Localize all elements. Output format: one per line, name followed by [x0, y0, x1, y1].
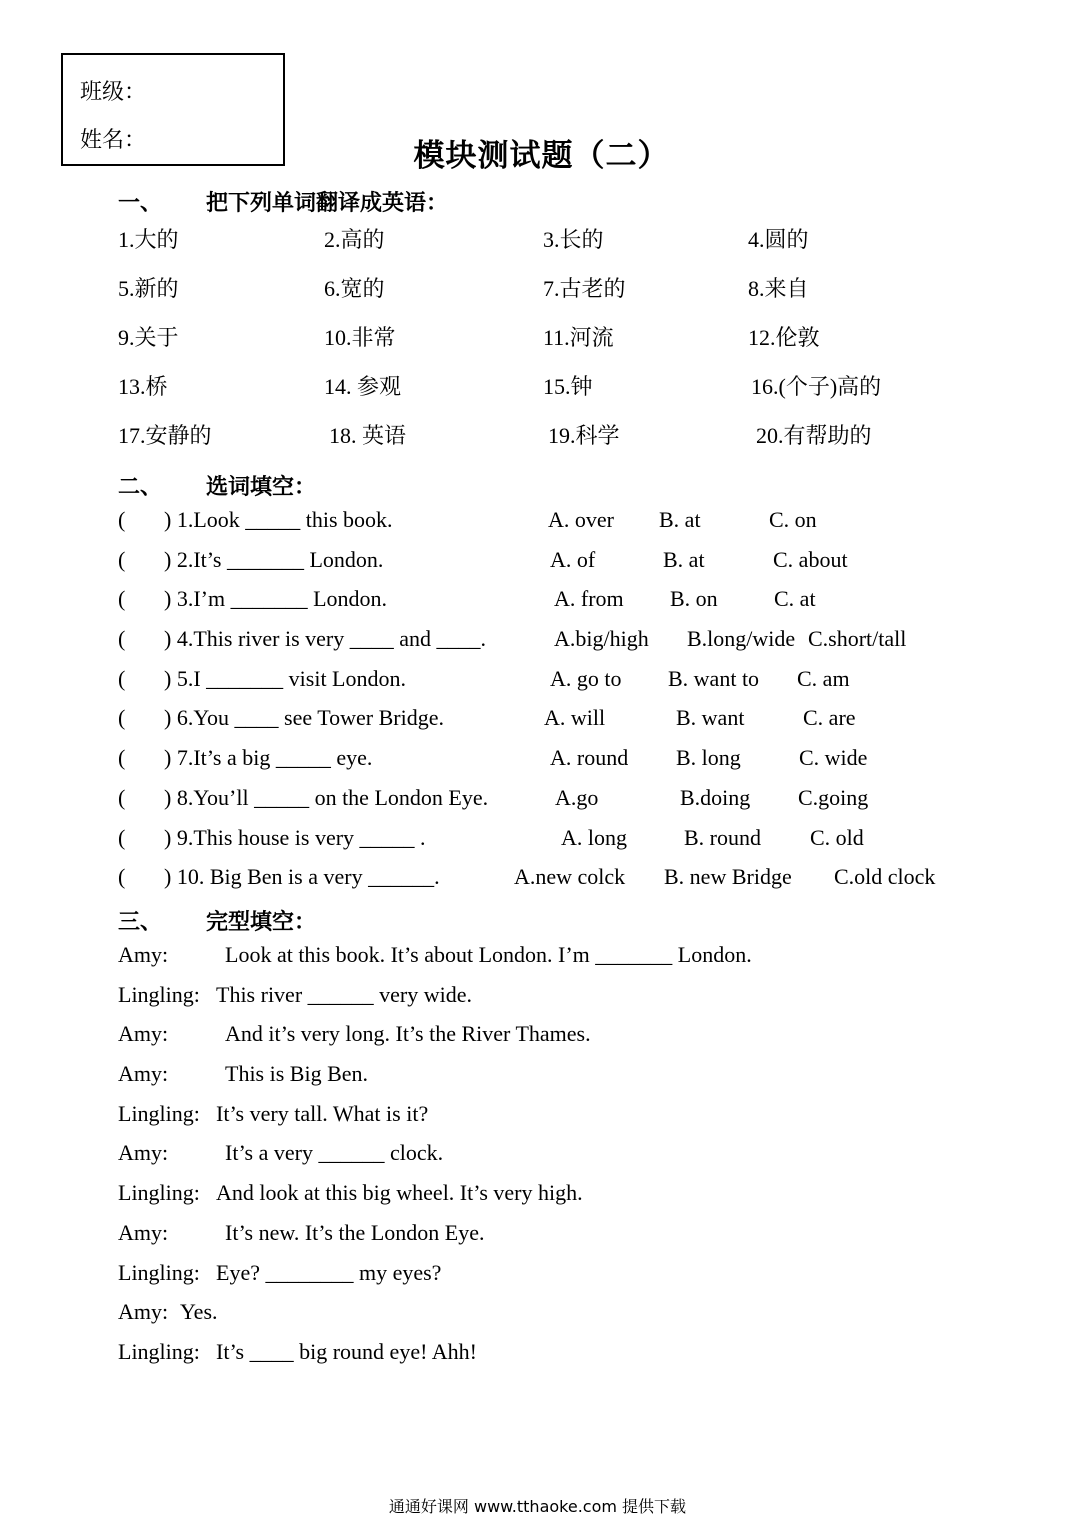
section-1-heading	[118, 186, 448, 217]
vocab-item: 19.科学	[548, 423, 620, 448]
option-a: A.new colck	[514, 864, 626, 890]
option-c: C.going	[798, 784, 869, 810]
answer-blank-paren: (	[118, 705, 126, 731]
dialogue-line	[118, 982, 978, 1022]
answer-blank-paren: (	[118, 665, 126, 691]
option-a: A. go to	[550, 665, 622, 691]
option-a: A.go	[555, 784, 599, 810]
dialogue-line	[118, 1220, 978, 1260]
dialogue-line	[118, 1061, 978, 1101]
dialogue-text: It’s a very ______ clock.	[225, 1140, 444, 1166]
name-label: 姓名：	[80, 127, 147, 152]
speaker-label: Amy:	[118, 1299, 169, 1325]
vocab-item: 14. 参观	[324, 374, 402, 399]
vocab-item: 2.高的	[324, 227, 385, 252]
question-text: ) 2.It’s _______ London.	[164, 546, 384, 572]
question-text: ) 8.You’ll _____ on the London Eye.	[164, 784, 489, 810]
option-a: A. over	[548, 507, 614, 532]
question-row	[118, 785, 978, 825]
vocab-list	[118, 223, 958, 468]
speaker-label: Amy:	[118, 1140, 169, 1166]
dialogue-line	[118, 1299, 978, 1339]
dialogue-line	[118, 942, 978, 982]
question-text: ) 7.It’s a big _____ eye.	[164, 745, 373, 771]
multiple-choice-list	[118, 507, 978, 904]
vocab-item: 10.非常	[324, 325, 396, 350]
vocab-item: 4.圆的	[748, 227, 809, 252]
question-text: ) 9.This house is very _____ .	[164, 824, 426, 850]
option-b: B. want to	[668, 665, 760, 691]
option-a: A. of	[550, 546, 596, 572]
option-c: C. about	[773, 546, 848, 572]
option-b: B. on	[670, 586, 718, 612]
option-b: B. at	[663, 546, 705, 572]
dialogue	[118, 942, 978, 1379]
answer-blank-paren: (	[118, 507, 126, 532]
section-3-heading	[118, 905, 316, 936]
option-c: C. on	[769, 507, 817, 532]
question-row	[118, 825, 978, 865]
option-a: A. will	[544, 705, 606, 731]
vocab-row	[118, 321, 958, 370]
option-c: C. old	[810, 824, 864, 850]
speaker-label: Amy:	[118, 1219, 169, 1245]
dialogue-text: This river ______ very wide.	[216, 981, 472, 1007]
option-b: B. at	[659, 507, 701, 532]
dialogue-line	[118, 1339, 978, 1379]
option-a: A. long	[561, 824, 627, 850]
question-text: ) 10. Big Ben is a very ______.	[164, 864, 440, 890]
dialogue-text: This is Big Ben.	[225, 1061, 369, 1087]
option-b: B. want	[676, 705, 745, 731]
option-b: B. round	[684, 824, 761, 850]
vocab-item: 12.伦敦	[748, 325, 820, 350]
footer-note: 通通好课网 www.tthaoke.com 提供下载	[388, 1497, 687, 1516]
vocab-item: 18. 英语	[329, 423, 407, 448]
question-row	[118, 507, 978, 547]
option-c: C. wide	[799, 745, 868, 771]
option-a: A. round	[550, 745, 629, 771]
answer-blank-paren: (	[118, 784, 126, 810]
vocab-row	[118, 272, 958, 321]
dialogue-text: It’s very tall. What is it?	[216, 1100, 429, 1126]
vocab-item: 8.来自	[748, 276, 809, 301]
speaker-label: Lingling:	[118, 1100, 200, 1126]
option-b: B.long/wide	[687, 626, 796, 652]
dialogue-line	[118, 1101, 978, 1141]
dialogue-text: It’s new. It’s the London Eye.	[225, 1219, 485, 1245]
option-c: C. at	[774, 586, 816, 612]
option-a: A. from	[554, 586, 624, 612]
dialogue-text: Eye? ________ my eyes?	[216, 1259, 442, 1285]
vocab-item: 11.河流	[543, 325, 614, 350]
vocab-item: 17.安静的	[118, 423, 212, 448]
question-text: ) 6.You ____ see Tower Bridge.	[164, 705, 444, 731]
speaker-label: Lingling:	[118, 981, 200, 1007]
option-b: B.doing	[680, 784, 751, 810]
answer-blank-paren: (	[118, 824, 126, 850]
section-1-title: 把下列单词翻译成英语：	[206, 190, 449, 215]
speaker-label: Lingling:	[118, 1259, 200, 1285]
vocab-item: 9.关于	[118, 325, 179, 350]
option-c: C. am	[797, 665, 850, 691]
option-c: C. are	[803, 705, 856, 731]
section-2-title: 选词填空：	[206, 474, 317, 499]
page-title: 模块测试题（二）	[413, 138, 670, 173]
question-row	[118, 864, 978, 904]
option-b: B. new Bridge	[664, 864, 792, 890]
option-c: C.old clock	[834, 864, 936, 890]
question-row	[118, 626, 978, 666]
vocab-item: 1.大的	[118, 227, 179, 252]
question-text: ) 4.This river is very ____ and ____.	[164, 626, 486, 652]
vocab-item: 13.桥	[118, 374, 168, 399]
dialogue-line	[118, 1180, 978, 1220]
vocab-row	[118, 419, 958, 468]
question-row	[118, 666, 978, 706]
speaker-label: Lingling:	[118, 1338, 200, 1364]
dialogue-text: It’s ____ big round eye! Ahh!	[216, 1338, 477, 1364]
answer-blank-paren: (	[118, 586, 126, 612]
speaker-label: Amy:	[118, 1061, 169, 1087]
speaker-label: Amy:	[118, 1021, 169, 1047]
question-text: ) 1.Look _____ this book.	[164, 507, 393, 532]
answer-blank-paren: (	[118, 864, 126, 890]
section-3-title: 完型填空：	[206, 909, 317, 934]
question-text: ) 5.I _______ visit London.	[164, 665, 406, 691]
question-row	[118, 586, 978, 626]
option-c: C.short/tall	[808, 626, 907, 652]
vocab-item: 5.新的	[118, 276, 179, 301]
option-a: A.big/high	[554, 626, 649, 652]
section-1-number: 一、	[118, 190, 163, 215]
question-row	[118, 547, 978, 587]
dialogue-text: Look at this book. It’s about London. I’m _______ London.	[225, 942, 752, 967]
answer-blank-paren: (	[118, 546, 126, 572]
question-text: ) 3.I’m _______ London.	[164, 586, 388, 612]
vocab-row	[118, 370, 958, 419]
answer-blank-paren: (	[118, 745, 126, 771]
question-row	[118, 745, 978, 785]
dialogue-line	[118, 1021, 978, 1061]
dialogue-text: And it’s very long. It’s the River Thames.	[225, 1021, 591, 1047]
answer-blank-paren: (	[118, 626, 126, 652]
dialogue-text: Yes.	[180, 1299, 218, 1325]
vocab-item: 7.古老的	[543, 276, 626, 301]
dialogue-text: And look at this big wheel. It’s very high.	[216, 1180, 583, 1206]
vocab-item: 15.钟	[543, 374, 593, 399]
vocab-item: 16.(个子)高的	[751, 374, 882, 399]
question-row	[118, 705, 978, 745]
section-3-number: 三、	[118, 909, 163, 934]
option-b: B. long	[676, 745, 741, 771]
vocab-item: 6.宽的	[324, 276, 385, 301]
vocab-item: 3.长的	[543, 227, 604, 252]
vocab-item: 20.有帮助的	[756, 423, 872, 448]
section-2-number: 二、	[118, 474, 163, 499]
dialogue-line	[118, 1140, 978, 1180]
class-label: 班级：	[80, 79, 147, 104]
speaker-label: Amy:	[118, 942, 169, 967]
dialogue-line	[118, 1260, 978, 1300]
vocab-row	[118, 223, 958, 272]
section-2-heading	[118, 470, 316, 501]
speaker-label: Lingling:	[118, 1180, 200, 1206]
